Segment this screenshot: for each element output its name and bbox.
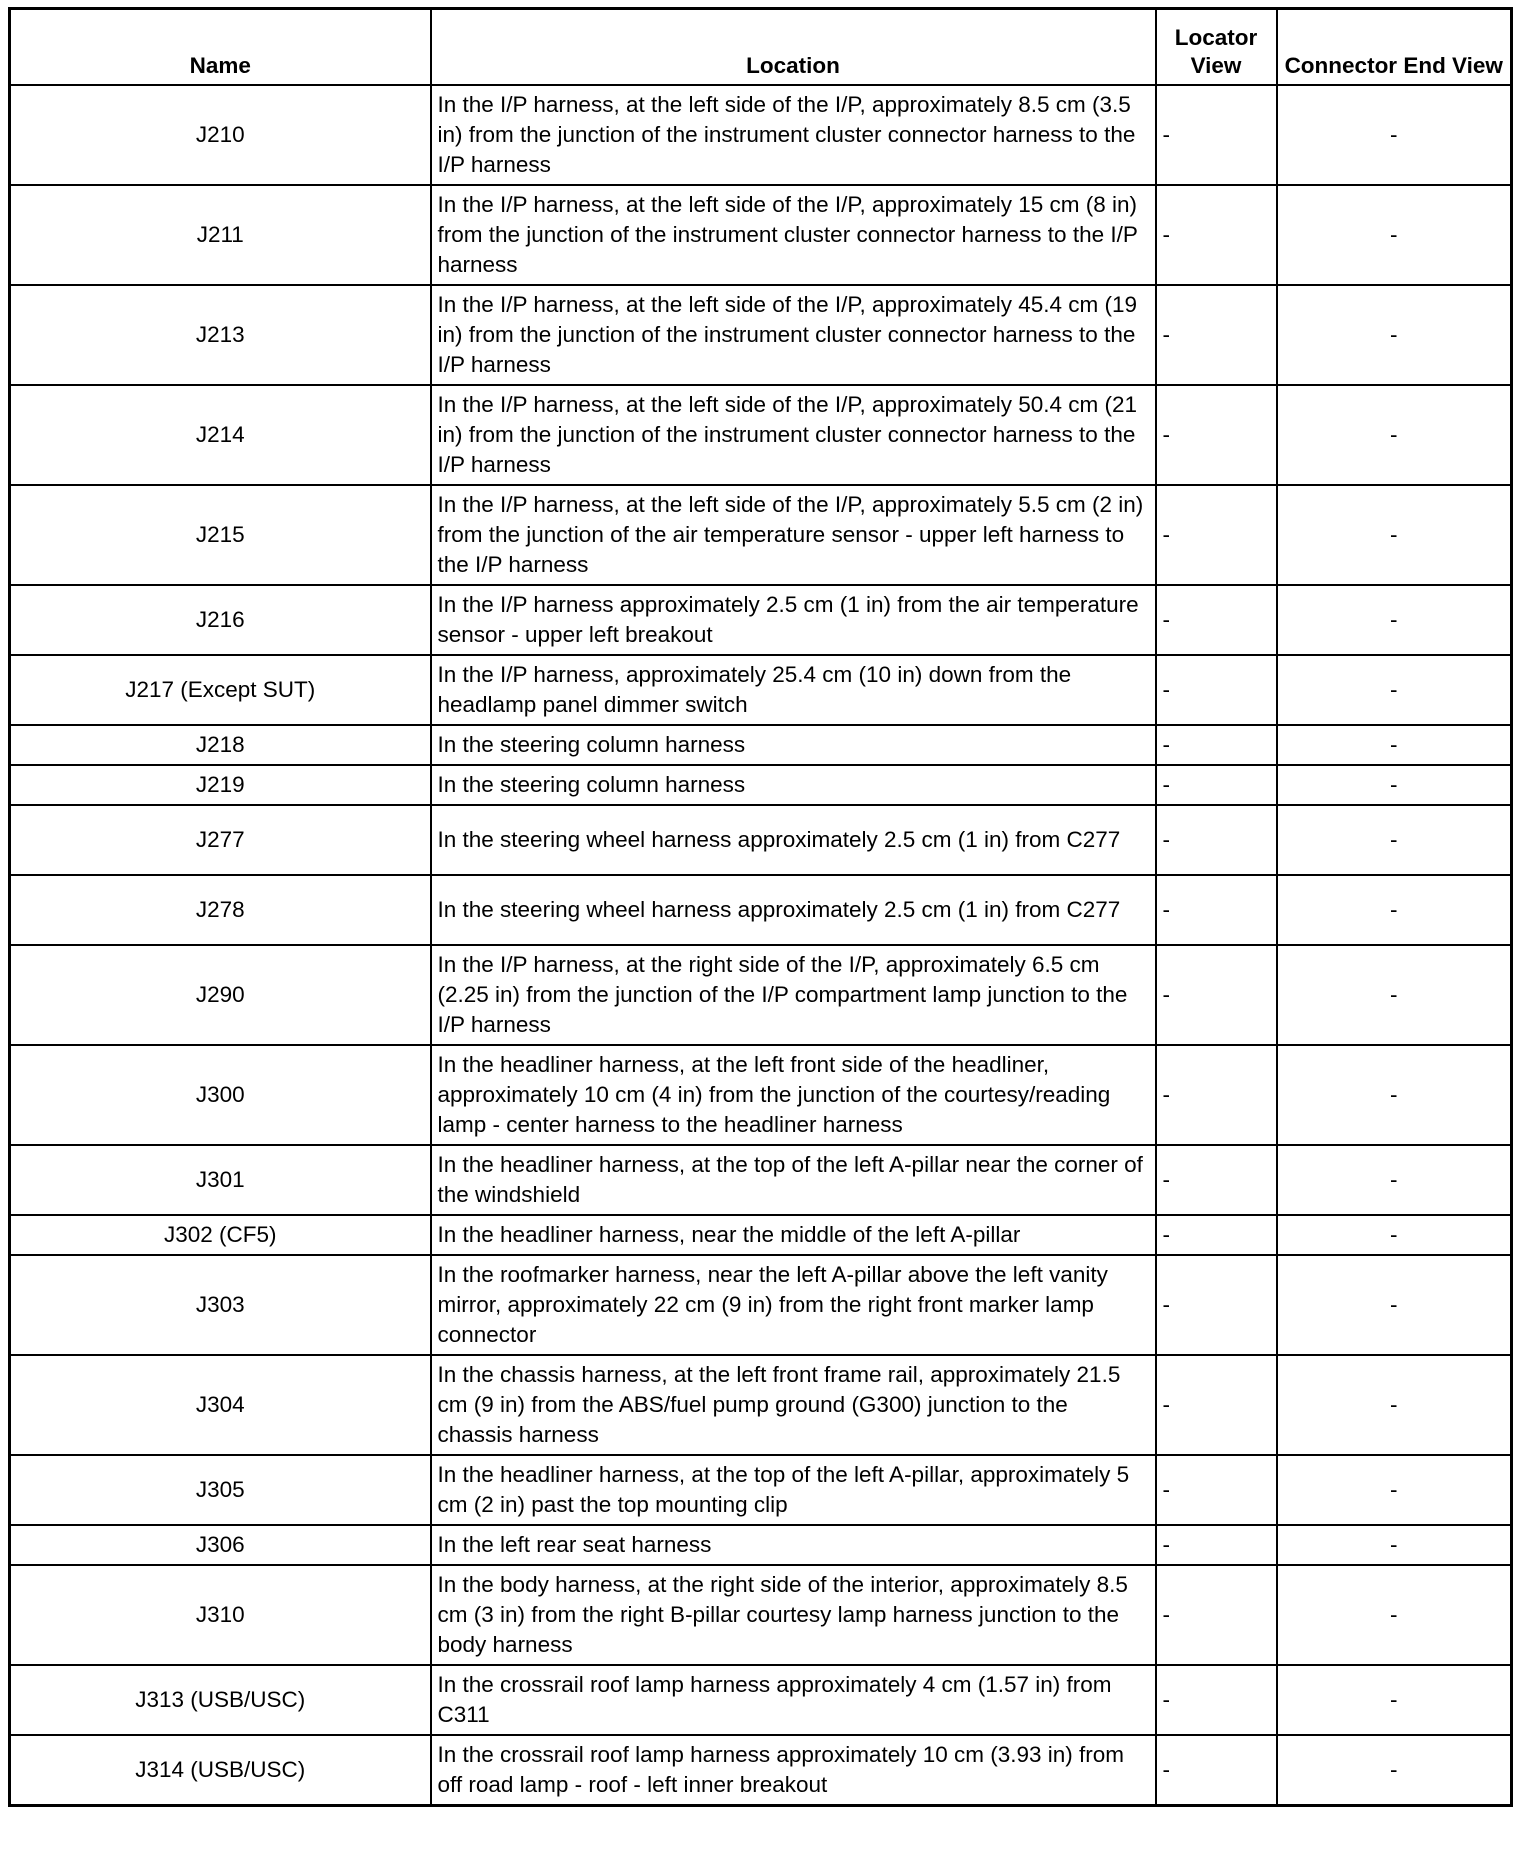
row-location: In the I/P harness, at the left side of the I/P, approximately 45.4 cm (19 in) from the junction of the instrument cluster connector harness to the I/P harness [431, 285, 1156, 385]
table-row [10, 585, 1512, 655]
row-locator-view: - [1156, 285, 1277, 385]
row-connector-end-view: - [1277, 725, 1512, 765]
row-location: In the steering column harness [431, 765, 1156, 805]
inline-harness-connector-table [8, 7, 1513, 1807]
row-location: In the I/P harness approximately 2.5 cm (1 in) from the air temperature sensor - upper left breakout [431, 585, 1156, 655]
row-location: In the crossrail roof lamp harness approximately 10 cm (3.93 in) from off road lamp - roof - left inner breakout [431, 1735, 1156, 1806]
row-locator-view: - [1156, 485, 1277, 585]
row-location: In the steering column harness [431, 725, 1156, 765]
table-row [10, 185, 1512, 285]
table-row [10, 805, 1512, 875]
row-location: In the headliner harness, at the top of the left A-pillar, approximately 5 cm (2 in) past the top mounting clip [431, 1455, 1156, 1525]
row-name: J217 (Except SUT) [10, 655, 431, 725]
row-location: In the I/P harness, approximately 25.4 cm (10 in) down from the headlamp panel dimmer switch [431, 655, 1156, 725]
row-locator-view: - [1156, 1215, 1277, 1255]
header-connector-end-view: Connector End View [1277, 9, 1512, 86]
table-row [10, 725, 1512, 765]
row-connector-end-view: - [1277, 185, 1512, 285]
header-locator-view: Locator View [1156, 9, 1277, 86]
row-connector-end-view: - [1277, 765, 1512, 805]
row-location: In the I/P harness, at the left side of the I/P, approximately 8.5 cm (3.5 in) from the junction of the instrument cluster connector harness to the I/P harness [431, 85, 1156, 185]
row-locator-view: - [1156, 585, 1277, 655]
table-row [10, 1565, 1512, 1665]
row-connector-end-view: - [1277, 585, 1512, 655]
row-connector-end-view: - [1277, 1565, 1512, 1665]
row-connector-end-view: - [1277, 1735, 1512, 1806]
row-location: In the I/P harness, at the left side of the I/P, approximately 5.5 cm (2 in) from the junction of the air temperature sensor - upper left harness to the I/P harness [431, 485, 1156, 585]
row-location: In the steering wheel harness approximately 2.5 cm (1 in) from C277 [431, 875, 1156, 945]
row-name: J290 [10, 945, 431, 1045]
row-location: In the roofmarker harness, near the left A-pillar above the left vanity mirror, approximately 22 cm (9 in) from the right front marker lamp connector [431, 1255, 1156, 1355]
table-row [10, 655, 1512, 725]
row-locator-view: - [1156, 1145, 1277, 1215]
row-locator-view: - [1156, 1045, 1277, 1145]
table-row [10, 1455, 1512, 1525]
row-locator-view: - [1156, 185, 1277, 285]
row-locator-view: - [1156, 1525, 1277, 1565]
row-name: J219 [10, 765, 431, 805]
table-row [10, 1735, 1512, 1806]
row-location: In the chassis harness, at the left front frame rail, approximately 21.5 cm (9 in) from the ABS/fuel pump ground (G300) junction to the chassis harness [431, 1355, 1156, 1455]
row-connector-end-view: - [1277, 875, 1512, 945]
row-locator-view: - [1156, 385, 1277, 485]
table-row [10, 1215, 1512, 1255]
row-name: J218 [10, 725, 431, 765]
row-locator-view: - [1156, 1255, 1277, 1355]
row-connector-end-view: - [1277, 805, 1512, 875]
header-name: Name [10, 9, 431, 86]
row-locator-view: - [1156, 805, 1277, 875]
row-location: In the headliner harness, near the middle of the left A-pillar [431, 1215, 1156, 1255]
row-name: J304 [10, 1355, 431, 1455]
row-name: J314 (USB/USC) [10, 1735, 431, 1806]
row-name: J305 [10, 1455, 431, 1525]
row-location: In the body harness, at the right side of the interior, approximately 8.5 cm (3 in) from the right B-pillar courtesy lamp harness junction to the body harness [431, 1565, 1156, 1665]
table-row [10, 285, 1512, 385]
row-name: J277 [10, 805, 431, 875]
row-locator-view: - [1156, 1455, 1277, 1525]
row-locator-view: - [1156, 1735, 1277, 1806]
row-connector-end-view: - [1277, 285, 1512, 385]
row-name: J215 [10, 485, 431, 585]
row-connector-end-view: - [1277, 655, 1512, 725]
row-location: In the headliner harness, at the left front side of the headliner, approximately 10 cm (4 in) from the junction of the courtesy/reading lamp - center harness to the headliner harness [431, 1045, 1156, 1145]
row-connector-end-view: - [1277, 1045, 1512, 1145]
row-locator-view: - [1156, 765, 1277, 805]
row-connector-end-view: - [1277, 1455, 1512, 1525]
row-location: In the headliner harness, at the top of the left A-pillar near the corner of the windshield [431, 1145, 1156, 1215]
row-name: J313 (USB/USC) [10, 1665, 431, 1735]
table-row [10, 875, 1512, 945]
row-location: In the I/P harness, at the left side of the I/P, approximately 15 cm (8 in) from the junction of the instrument cluster connector harness to the I/P harness [431, 185, 1156, 285]
table-row [10, 385, 1512, 485]
row-connector-end-view: - [1277, 385, 1512, 485]
row-connector-end-view: - [1277, 1255, 1512, 1355]
row-location: In the crossrail roof lamp harness approximately 4 cm (1.57 in) from C311 [431, 1665, 1156, 1735]
row-name: J210 [10, 85, 431, 185]
row-name: J300 [10, 1045, 431, 1145]
row-connector-end-view: - [1277, 1215, 1512, 1255]
row-connector-end-view: - [1277, 945, 1512, 1045]
row-locator-view: - [1156, 655, 1277, 725]
row-locator-view: - [1156, 1355, 1277, 1455]
row-connector-end-view: - [1277, 1355, 1512, 1455]
row-locator-view: - [1156, 875, 1277, 945]
row-connector-end-view: - [1277, 485, 1512, 585]
row-name: J278 [10, 875, 431, 945]
row-name: J214 [10, 385, 431, 485]
row-name: J310 [10, 1565, 431, 1665]
row-locator-view: - [1156, 1565, 1277, 1665]
row-name: J301 [10, 1145, 431, 1215]
row-name: J211 [10, 185, 431, 285]
table-row [10, 485, 1512, 585]
table-row [10, 1525, 1512, 1565]
row-name: J302 (CF5) [10, 1215, 431, 1255]
row-location: In the left rear seat harness [431, 1525, 1156, 1565]
table-row [10, 1045, 1512, 1145]
row-location: In the steering wheel harness approximately 2.5 cm (1 in) from C277 [431, 805, 1156, 875]
row-connector-end-view: - [1277, 1145, 1512, 1215]
row-locator-view: - [1156, 725, 1277, 765]
table-row [10, 1255, 1512, 1355]
table-header-row [10, 9, 1512, 86]
header-location: Location [431, 9, 1156, 86]
row-name: J306 [10, 1525, 431, 1565]
row-location: In the I/P harness, at the left side of the I/P, approximately 50.4 cm (21 in) from the junction of the instrument cluster connector harness to the I/P harness [431, 385, 1156, 485]
table-row [10, 85, 1512, 185]
row-name: J303 [10, 1255, 431, 1355]
row-locator-view: - [1156, 85, 1277, 185]
row-locator-view: - [1156, 945, 1277, 1045]
table-row [10, 1665, 1512, 1735]
table-row [10, 1355, 1512, 1455]
table-row [10, 1145, 1512, 1215]
table-row [10, 765, 1512, 805]
row-connector-end-view: - [1277, 1665, 1512, 1735]
row-connector-end-view: - [1277, 1525, 1512, 1565]
row-locator-view: - [1156, 1665, 1277, 1735]
row-location: In the I/P harness, at the right side of the I/P, approximately 6.5 cm (2.25 in) from the junction of the I/P compartment lamp junction to the I/P harness [431, 945, 1156, 1045]
row-name: J213 [10, 285, 431, 385]
row-name: J216 [10, 585, 431, 655]
table-row [10, 945, 1512, 1045]
row-connector-end-view: - [1277, 85, 1512, 185]
